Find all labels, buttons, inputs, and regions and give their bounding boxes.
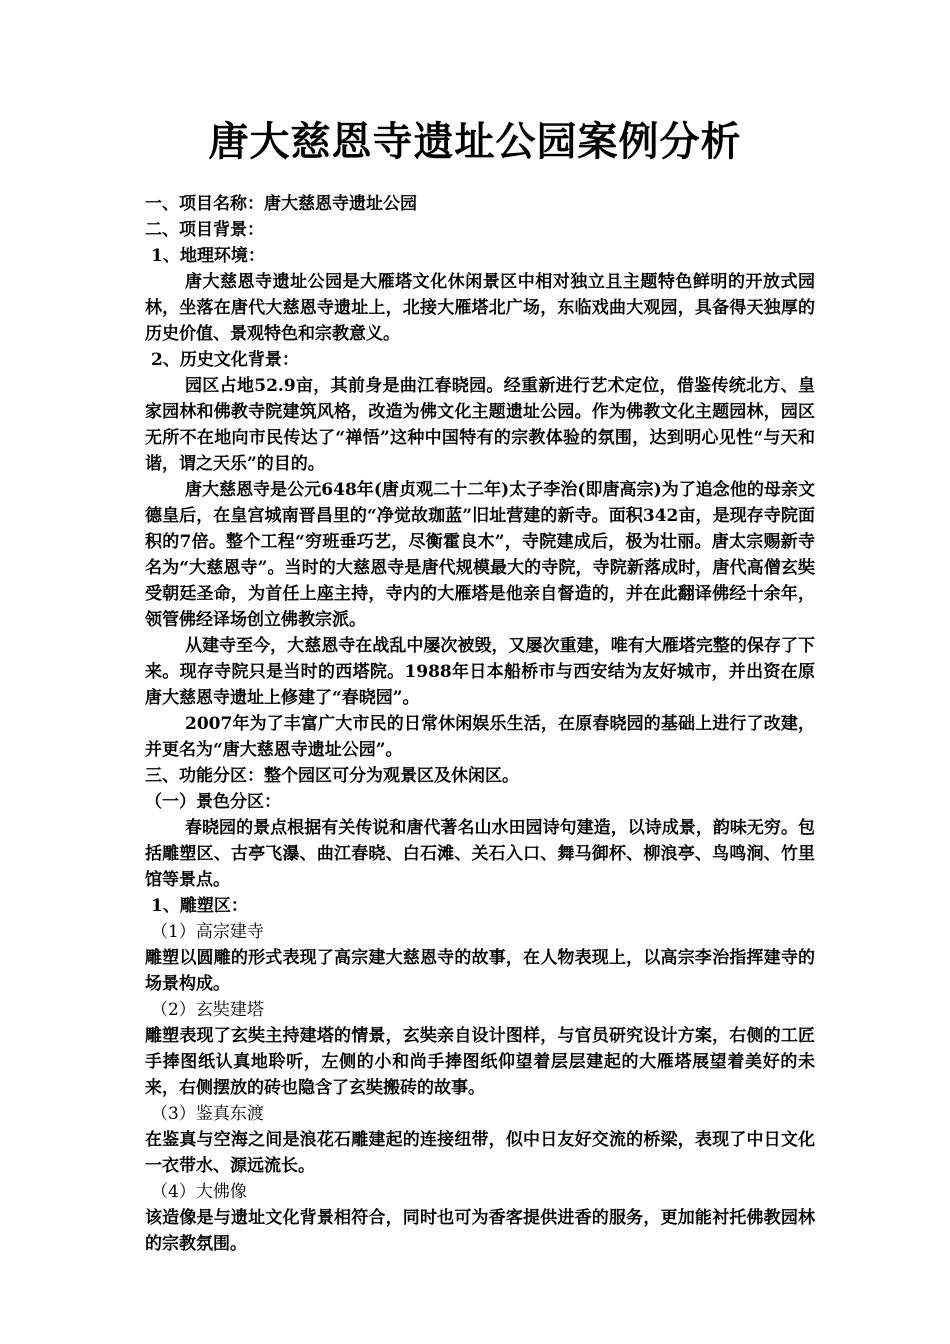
- paragraph-scenery: 春晓园的景点根据有关传说和唐代著名山水田园诗句建造，以诗成景，韵味无穷。包括雕塑区、古亭飞瀑、曲江春晓、白石滩、关石入口、舞马御杯、柳浪亭、鸟鸣涧、竹里馆等景点。: [145, 818, 815, 890]
- paragraph-geography: 唐大慈恩寺遗址公园是大雁塔文化休闲景区中相对独立且主题特色鲜明的开放式园林，坐落在唐代大慈恩寺遗址上，北接大雁塔北广场，东临戏曲大观园，具备得天独厚的历史价值、景观特色和宗教意义。: [145, 272, 815, 344]
- heading-sculpture-2: （2）玄奘建塔: [151, 1000, 264, 1020]
- paragraph-history-3: 从建寺至今，大慈恩寺在战乱中屡次被毁，又屡次重建，唯有大雁塔完整的保存了下来。现存寺院只是当时的西塔院。1988年日本船桥市与西安结为友好城市，并出资在原唐大慈恩寺遗址上修建了“春晓园”。: [145, 636, 815, 708]
- heading-sculpture-3: （3）鉴真东渡: [151, 1104, 264, 1124]
- paragraph-sculpture-1: 雕塑以圆雕的形式表现了高宗建大慈恩寺的故事，在人物表现上，以高宗李治指挥建寺的场景构成。: [145, 948, 815, 994]
- paragraph-history-4: 2007年为了丰富广大市民的日常休闲娱乐生活，在原春晓园的基础上进行了改建，并更名为“唐大慈恩寺遗址公园”。: [145, 714, 815, 760]
- paragraph-sculpture-3: 在鉴真与空海之间是浪花石雕建起的连接纽带，似中日友好交流的桥梁，表现了中日文化一衣带水、源远流长。: [145, 1130, 815, 1176]
- heading-scenery-zones: （一）景色分区：: [145, 792, 281, 812]
- heading-project-background: 二、项目背景：: [145, 220, 264, 240]
- paragraph-history-2: 唐大慈恩寺是公元648年(唐贞观二十二年)太子李治(即唐高宗)为了追念他的母亲文德皇后，在皇宫城南晋昌里的“净觉故珈蓝”旧址营建的新寺。面积342亩，是现存寺院面积的7倍。整个工程“穷班垂巧艺，尽衡霍良木”，寺院建成后，极为壮丽。唐太宗赐新寺名为“大慈恩寺”。当时的大慈恩寺是唐代规模最大的寺院，寺院新落成时，唐代高僧玄奘受朝廷圣命，为首任上座主持，寺内的大雁塔是他亲自督造的，并在此翻译佛经十余年，领管佛经译场创立佛教宗派。: [145, 480, 815, 630]
- heading-history-culture: 2、历史文化背景：: [151, 350, 299, 370]
- heading-project-name: 一、项目名称：唐大慈恩寺遗址公园: [145, 194, 417, 214]
- heading-sculpture-4: （4）大佛像: [151, 1182, 247, 1202]
- document-body: [145, 191, 815, 1257]
- paragraph-sculpture-2: 雕塑表现了玄奘主持建塔的情景，玄奘亲自设计图样，与官员研究设计方案，右侧的工匠手捧图纸认真地聆听，左侧的小和尚手捧图纸仰望着层层建起的大雁塔展望着美好的未来，右侧摆放的砖也隐含了玄奘搬砖的故事。: [145, 1026, 815, 1098]
- document-title: 唐大慈恩寺遗址公园案例分析: [208, 118, 742, 165]
- paragraph-history-1: 园区占地52.9亩，其前身是曲江春晓园。经重新进行艺术定位，借鉴传统北方、皇家园林和佛教寺院建筑风格，改造为佛文化主题遗址公园。作为佛教文化主题园林，园区无所不在地向市民传达了“禅悟”这种中国特有的宗教体验的氛围，达到明心见性“与天和谐，谓之天乐”的目的。: [145, 376, 815, 474]
- paragraph-sculpture-4: 该造像是与遗址文化背景相符合，同时也可为香客提供进香的服务，更加能衬托佛教园林的宗教氛围。: [145, 1208, 815, 1254]
- heading-functional-zones: 三、功能分区：整个园区可分为观景区及休闲区。: [145, 766, 519, 786]
- heading-sculpture-1: （1）高宗建寺: [151, 922, 264, 942]
- heading-sculpture-area: 1、雕塑区：: [151, 896, 248, 916]
- heading-geography: 1、地理环境：: [151, 246, 265, 266]
